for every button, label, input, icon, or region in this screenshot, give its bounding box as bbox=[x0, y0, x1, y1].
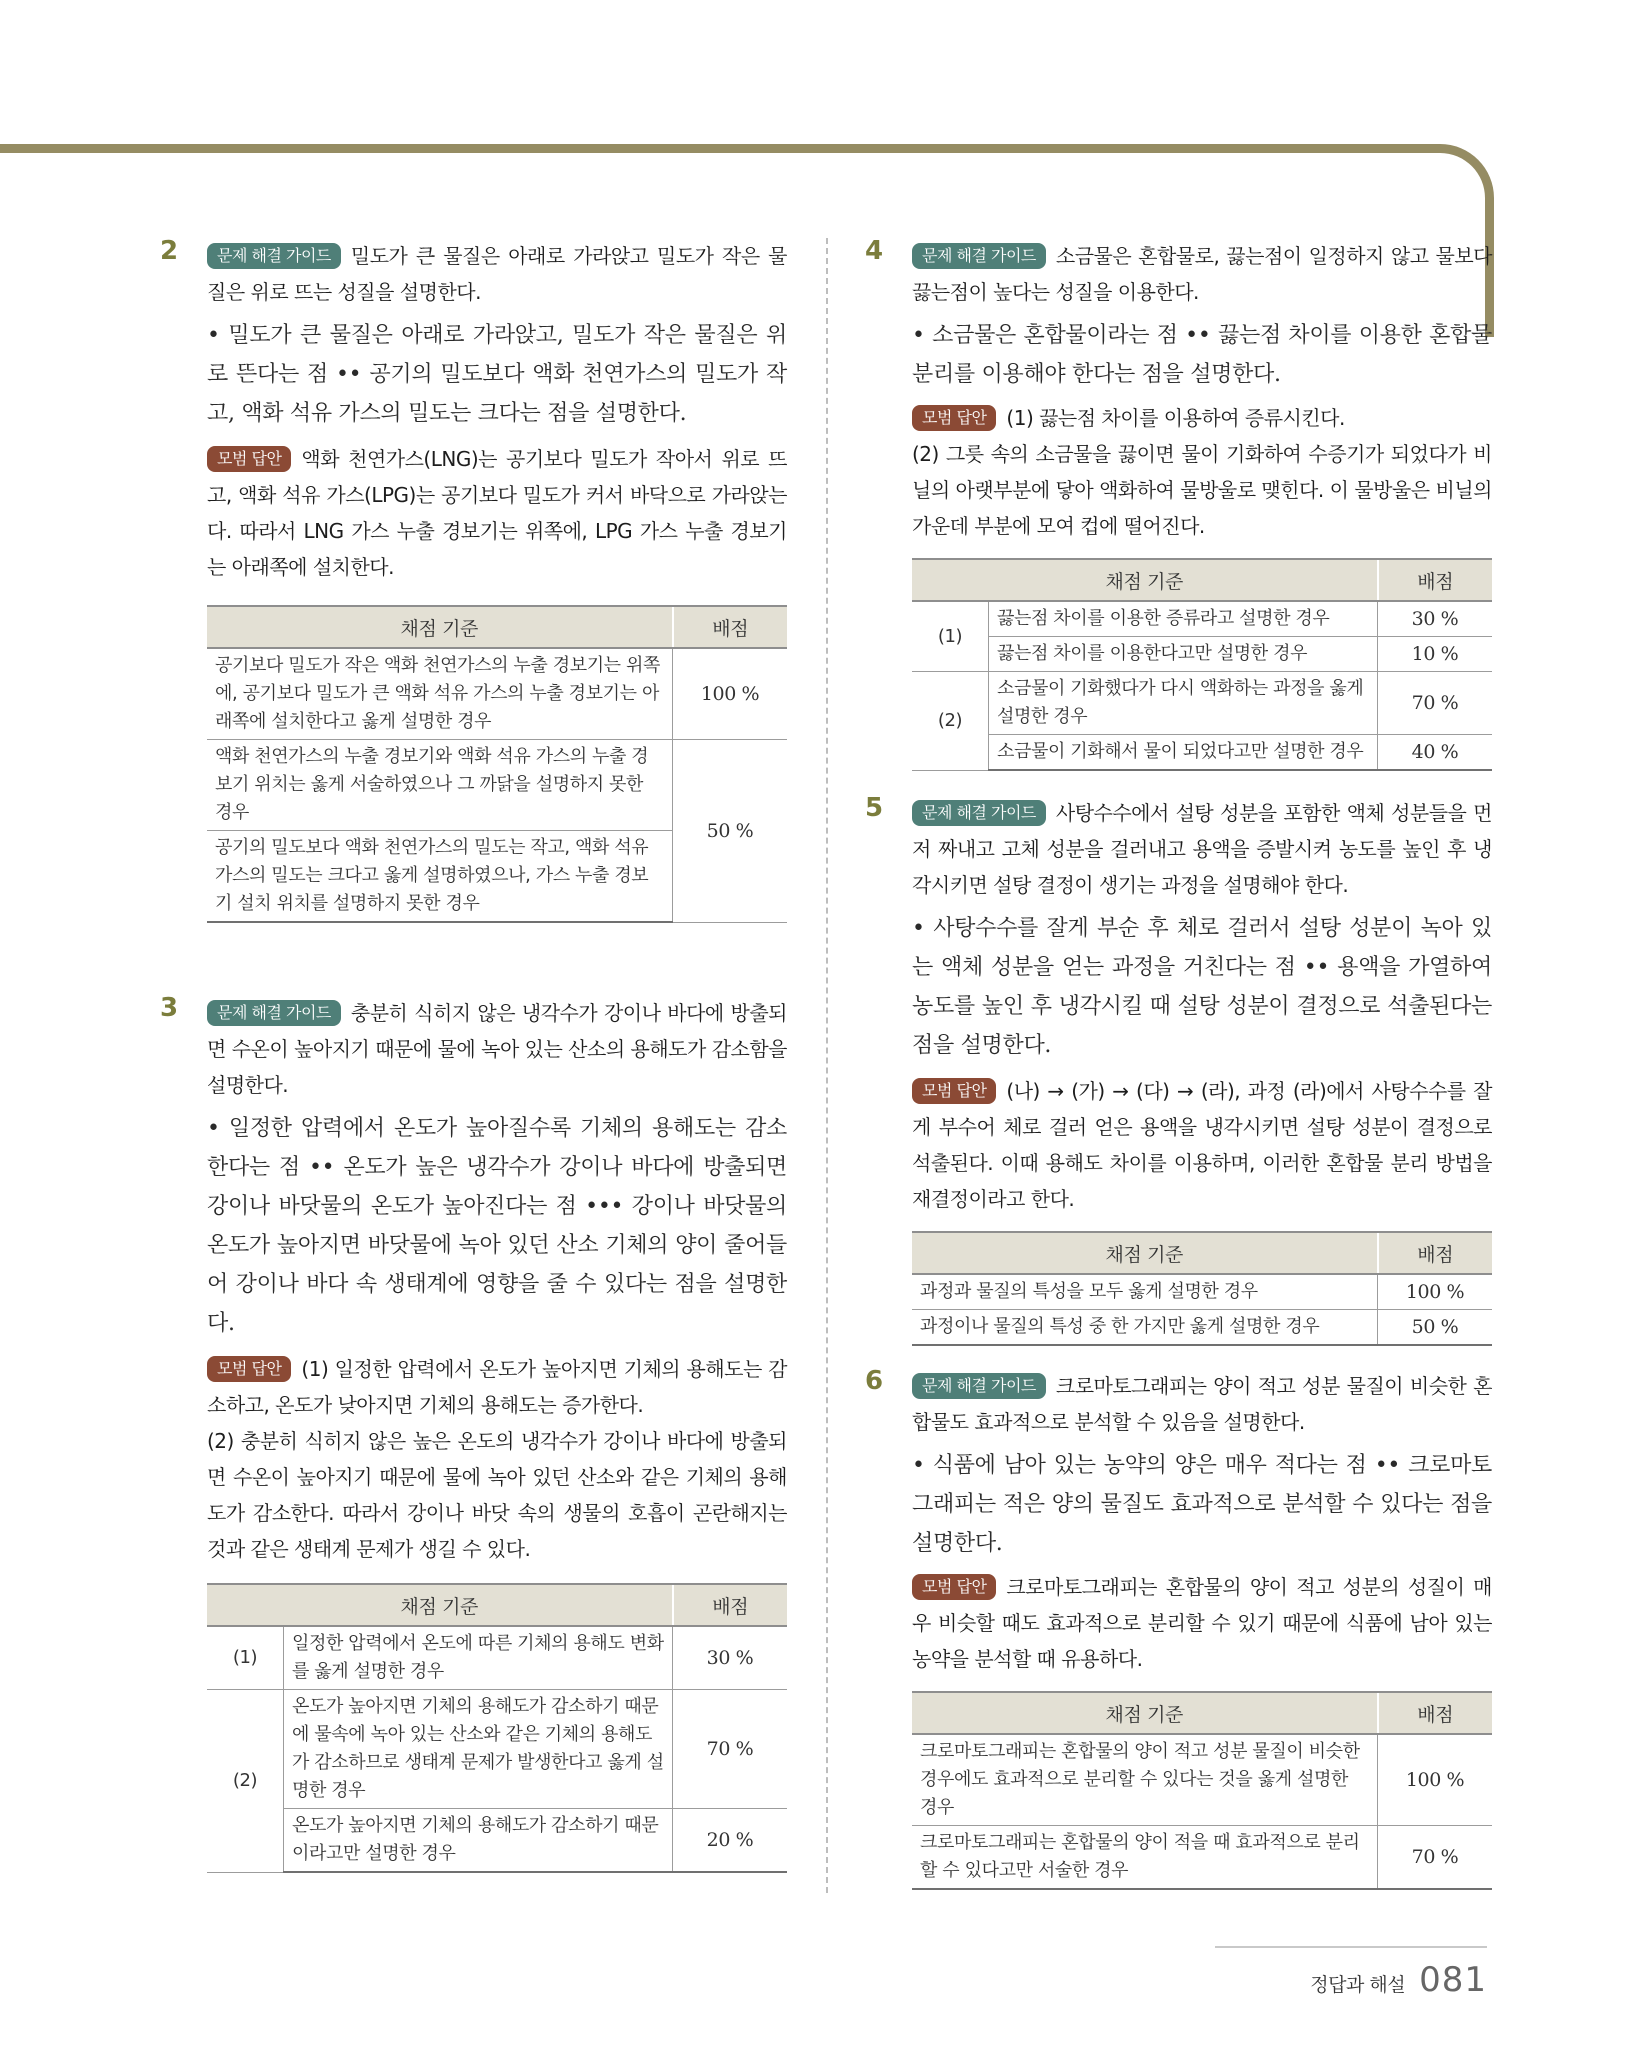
model-answer-tag: 모범 답안 bbox=[912, 405, 996, 431]
rubric-criteria: 공기의 밀도보다 액화 천연가스의 밀도는 작고, 액화 석유 가스의 밀도는 크다고 옳게 설명하였으나, 가스 누출 경보기 설치 위치를 설명하지 못한 경우 bbox=[207, 831, 673, 923]
explanation-notes: • 식품에 남아 있는 농약의 양은 매우 적다는 점 •• 크로마토그래피는 적은 양의 물질도 효과적으로 분석할 수 있다는 점을 설명한다. bbox=[912, 1453, 1492, 1556]
scoring-rubric-table bbox=[912, 558, 1492, 771]
rubric-row bbox=[912, 1734, 1492, 1826]
explanation-notes: • 사탕수수를 잘게 부순 후 체로 걸러서 설탕 성분이 녹아 있는 액체 성분을 얻는 과정을 거친다는 점 •• 용액을 가열하여 농도를 높인 후 냉각시킬 때 설탕 성분이 결정으로 석출된다는 점을 설명한다. bbox=[912, 916, 1492, 1058]
guide-tag: 문제 해결 가이드 bbox=[912, 1373, 1046, 1399]
rubric-header-row bbox=[207, 1584, 787, 1626]
model-answer-text-2: (2) 충분히 식히지 않은 높은 온도의 냉각수가 강이나 바다에 방출되면 수온이 높아지기 때문에 물에 녹아 있던 산소와 같은 기체의 용해도가 감소한다. 따라서 강이나 바닷 속의 생물의 호흡이 곤란해지는 것과 같은 생태계 문제가 생길 수 있다. bbox=[207, 1429, 787, 1561]
guide-paragraph bbox=[207, 238, 787, 310]
guide-text: 충분히 식히지 않은 냉각수가 강이나 바다에 방출되면 수온이 높아지기 때문에 물에 녹아 있는 산소의 용해도가 감소함을 설명한다. bbox=[207, 1001, 787, 1097]
rubric-criteria: 소금물이 기화해서 물이 되었다고만 설명한 경우 bbox=[989, 735, 1378, 771]
model-answer-paragraph bbox=[912, 1073, 1492, 1217]
rubric-score: 10 % bbox=[1378, 637, 1493, 672]
rubric-criteria: 과정과 물질의 특성을 모두 옳게 설명한 경우 bbox=[912, 1274, 1378, 1310]
rubric-score-header: 배점 bbox=[1378, 559, 1493, 601]
rubric-row bbox=[207, 1626, 787, 1690]
explanation-notes: • 밀도가 큰 물질은 아래로 가라앉고, 밀도가 작은 물질은 위로 뜬다는 점 •• 공기의 밀도보다 액화 천연가스의 밀도가 작고, 액화 석유 가스의 밀도는 크다는 점을 설명한다. bbox=[207, 323, 787, 426]
guide-tag: 문제 해결 가이드 bbox=[207, 243, 341, 269]
rubric-sub-label: (1) bbox=[207, 1626, 284, 1690]
rubric-score: 100 % bbox=[673, 648, 788, 740]
rubric-criteria: 크로마토그래피는 혼합물의 양이 적을 때 효과적으로 분리할 수 있다고만 서술한 경우 bbox=[912, 1826, 1378, 1890]
rubric-criteria-header: 채점 기준 bbox=[207, 1584, 673, 1626]
model-answer-paragraph bbox=[207, 1351, 787, 1423]
column-divider bbox=[826, 238, 828, 1893]
rubric-criteria: 액화 천연가스의 누출 경보기와 액화 석유 가스의 누출 경보기 위치는 옳게 서술하였으나 그 까닭을 설명하지 못한 경우 bbox=[207, 740, 673, 831]
rubric-row bbox=[912, 1826, 1492, 1890]
rubric-criteria: 끓는점 차이를 이용한 증류라고 설명한 경우 bbox=[989, 601, 1378, 637]
question-4 bbox=[865, 236, 1492, 771]
rubric-score: 30 % bbox=[673, 1626, 788, 1690]
model-answer-tag: 모범 답안 bbox=[912, 1078, 996, 1104]
model-answer-tag: 모범 답안 bbox=[912, 1574, 996, 1600]
question-number: 4 bbox=[865, 236, 884, 266]
question-3 bbox=[160, 993, 787, 1873]
explanation-notes: • 소금물은 혼합물이라는 점 •• 끓는점 차이를 이용한 혼합물 분리를 이용해야 한다는 점을 설명한다. bbox=[912, 323, 1492, 387]
page-footer bbox=[1310, 1960, 1487, 2000]
model-answer-text-2: (2) 그릇 속의 소금물을 끓이면 물이 기화하여 수증기가 되었다가 비닐의 아랫부분에 닿아 액화하여 물방울로 맺힌다. 이 물방울은 비닐의 가운데 부분에 모여 컵에 떨어진다. bbox=[912, 442, 1492, 538]
guide-paragraph bbox=[912, 1368, 1492, 1440]
model-answer-paragraph bbox=[912, 400, 1492, 436]
rubric-score: 70 % bbox=[1378, 1826, 1493, 1890]
footer-rule bbox=[1215, 1946, 1487, 1948]
rubric-criteria: 일정한 압력에서 온도에 따른 기체의 용해도 변화를 옳게 설명한 경우 bbox=[284, 1626, 673, 1690]
question-number: 6 bbox=[865, 1366, 884, 1396]
left-column bbox=[160, 236, 787, 1873]
right-column bbox=[865, 236, 1492, 1890]
rubric-criteria-header: 채점 기준 bbox=[912, 1232, 1378, 1274]
rubric-score: 100 % bbox=[1378, 1274, 1493, 1310]
rubric-score: 30 % bbox=[1378, 601, 1493, 637]
rubric-row bbox=[912, 672, 1492, 735]
footer-section-label: 정답과 해설 bbox=[1310, 1974, 1406, 1996]
rubric-sub-label: (1) bbox=[912, 601, 989, 672]
guide-text: 사탕수수에서 설탕 성분을 포함한 액체 성분들을 먼저 짜내고 고체 성분을 걸러내고 용액을 증발시켜 농도를 높인 후 냉각시키면 설탕 결정이 생기는 과정을 설명해야 한다. bbox=[912, 801, 1492, 897]
guide-text: 밀도가 큰 물질은 아래로 가라앉고 밀도가 작은 물질은 위로 뜨는 성질을 설명한다. bbox=[207, 244, 787, 304]
rubric-sub-label: (2) bbox=[207, 1690, 284, 1873]
scoring-rubric-table bbox=[912, 1231, 1492, 1346]
question-6 bbox=[865, 1366, 1492, 1890]
rubric-criteria: 공기보다 밀도가 작은 액화 천연가스의 누출 경보기는 위쪽에, 공기보다 밀도가 큰 액화 석유 가스의 누출 경보기는 아래쪽에 설치한다고 옳게 설명한 경우 bbox=[207, 648, 673, 740]
rubric-score-header: 배점 bbox=[673, 1584, 788, 1626]
rubric-score-header: 배점 bbox=[1378, 1692, 1493, 1734]
question-5 bbox=[865, 793, 1492, 1346]
scoring-rubric-table bbox=[207, 605, 787, 923]
rubric-row bbox=[207, 740, 787, 831]
rubric-criteria-header: 채점 기준 bbox=[912, 559, 1378, 601]
rubric-score: 70 % bbox=[673, 1690, 788, 1809]
rubric-row bbox=[912, 735, 1492, 771]
model-answer-tag: 모범 답안 bbox=[207, 1356, 291, 1382]
guide-tag: 문제 해결 가이드 bbox=[912, 800, 1046, 826]
model-answer-tag: 모범 답안 bbox=[207, 446, 291, 472]
rubric-criteria-header: 채점 기준 bbox=[207, 606, 673, 648]
rubric-score-header: 배점 bbox=[673, 606, 788, 648]
rubric-sub-label: (2) bbox=[912, 672, 989, 771]
model-answer-paragraph bbox=[912, 1569, 1492, 1677]
rubric-row bbox=[207, 1809, 787, 1873]
rubric-criteria: 소금물이 기화했다가 다시 액화하는 과정을 옳게 설명한 경우 bbox=[989, 672, 1378, 735]
rubric-header-row bbox=[207, 606, 787, 648]
rubric-row bbox=[912, 1274, 1492, 1310]
rubric-score-header: 배점 bbox=[1378, 1232, 1493, 1274]
rubric-score: 100 % bbox=[1378, 1734, 1493, 1826]
guide-text: 소금물은 혼합물로, 끓는점이 일정하지 않고 물보다 끓는점이 높다는 성질을 이용한다. bbox=[912, 244, 1492, 304]
question-number: 5 bbox=[865, 793, 884, 823]
rubric-row bbox=[912, 637, 1492, 672]
question-number: 2 bbox=[160, 236, 179, 266]
model-answer-paragraph bbox=[207, 441, 787, 585]
page-number: 081 bbox=[1419, 1960, 1487, 2000]
guide-paragraph bbox=[207, 995, 787, 1103]
rubric-criteria: 끓는점 차이를 이용한다고만 설명한 경우 bbox=[989, 637, 1378, 672]
explanation-notes: • 일정한 압력에서 온도가 높아질수록 기체의 용해도는 감소한다는 점 •• 온도가 높은 냉각수가 강이나 바다에 방출되면 강이나 바닷물의 온도가 높아진다는 점 ••• 강이나 바닷물의 온도가 높아지면 바닷물에 녹아 있던 산소 기체의 양이 줄어들어 강이나 바다 속 생태계에 영향을 줄 수 있다는 점을 설명한다. bbox=[207, 1116, 787, 1336]
rubric-row bbox=[207, 1690, 787, 1809]
rubric-score: 50 % bbox=[1378, 1310, 1493, 1346]
rubric-header-row bbox=[912, 1232, 1492, 1274]
rubric-score: 70 % bbox=[1378, 672, 1493, 735]
model-answer-text: (나) → (가) → (다) → (라), 과정 (라)에서 사탕수수를 잘게 부수어 체로 걸러 얻은 용액을 냉각시키면 설탕 성분이 결정으로 석출된다. 이때 용해도 차이를 이용하며, 이러한 혼합물 분리 방법을 재결정이라고 한다. bbox=[912, 1079, 1492, 1211]
rubric-criteria: 과정이나 물질의 특성 중 한 가지만 옳게 설명한 경우 bbox=[912, 1310, 1378, 1346]
model-answer-text: 크로마토그래피는 혼합물의 양이 적고 성분의 성질이 매우 비슷할 때도 효과적으로 분리할 수 있기 때문에 식품에 남아 있는 농약을 분석할 때 유용하다. bbox=[912, 1575, 1492, 1671]
scoring-rubric-table bbox=[207, 1583, 787, 1873]
rubric-row bbox=[912, 601, 1492, 637]
model-answer-text: 액화 천연가스(LNG)는 공기보다 밀도가 작아서 위로 뜨고, 액화 석유 가스(LPG)는 공기보다 밀도가 커서 바닥으로 가라앉는다. 따라서 LNG 가스 누출 경보기는 위쪽에, LPG 가스 누출 경보기는 아래쪽에 설치한다. bbox=[207, 447, 787, 579]
rubric-score: 40 % bbox=[1378, 735, 1493, 771]
rubric-header-row bbox=[912, 559, 1492, 601]
rubric-criteria: 온도가 높아지면 기체의 용해도가 감소하기 때문에 물속에 녹아 있는 산소와 같은 기체의 용해도가 감소하므로 생태계 문제가 발생한다고 옳게 설명한 경우 bbox=[284, 1690, 673, 1809]
rubric-criteria: 크로마토그래피는 혼합물의 양이 적고 성분 물질이 비슷한 경우에도 효과적으로 분리할 수 있다는 것을 옳게 설명한 경우 bbox=[912, 1734, 1378, 1826]
question-number: 3 bbox=[160, 993, 179, 1023]
rubric-row bbox=[912, 1310, 1492, 1346]
guide-tag: 문제 해결 가이드 bbox=[207, 1000, 341, 1026]
guide-paragraph bbox=[912, 795, 1492, 903]
rubric-header-row bbox=[912, 1692, 1492, 1734]
guide-tag: 문제 해결 가이드 bbox=[912, 243, 1046, 269]
guide-paragraph bbox=[912, 238, 1492, 310]
rubric-row bbox=[207, 648, 787, 740]
rubric-criteria: 온도가 높아지면 기체의 용해도가 감소하기 때문이라고만 설명한 경우 bbox=[284, 1809, 673, 1873]
scoring-rubric-table bbox=[912, 1691, 1492, 1890]
rubric-criteria-header: 채점 기준 bbox=[912, 1692, 1378, 1734]
rubric-score: 20 % bbox=[673, 1809, 788, 1873]
model-answer-text-1: (1) 끓는점 차이를 이용하여 증류시킨다. bbox=[1006, 406, 1345, 430]
question-2 bbox=[160, 236, 787, 923]
rubric-score: 50 % bbox=[673, 740, 788, 923]
model-answer-text-1: (1) 일정한 압력에서 온도가 높아지면 기체의 용해도는 감소하고, 온도가 낮아지면 기체의 용해도는 증가한다. bbox=[207, 1357, 787, 1417]
guide-text: 크로마토그래피는 양이 적고 성분 물질이 비슷한 혼합물도 효과적으로 분석할 수 있음을 설명한다. bbox=[912, 1374, 1492, 1434]
